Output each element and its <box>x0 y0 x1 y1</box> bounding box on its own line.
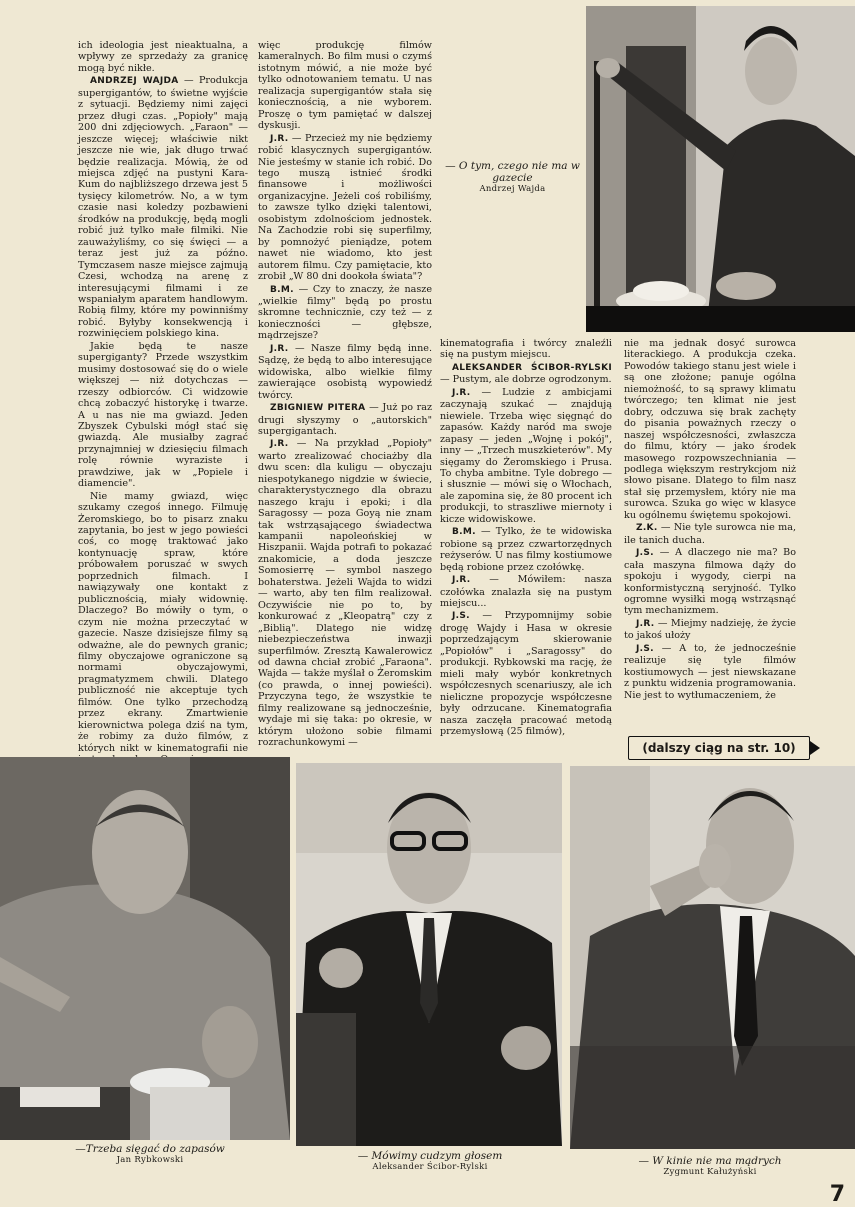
caption-name: Jan Rybkowski <box>116 1155 184 1165</box>
paragraph <box>258 343 432 401</box>
speaker-name: B.M. <box>270 284 294 295</box>
caption-name: Zygmunt Kałużyński <box>663 1167 757 1177</box>
paragraph-text: Jakie będą te nasze supergiganty? Przede wszystkim musimy dostosować się do o wiele większej — niż dotychczas — rzeszy odbiorców. Ci widzowie chcą zobaczyć historykę i twarze. A u nas nie ma gwiazd. Jeden Zbyszek Cybulski mógł stać się gwiazdą. Ale musiałby zagrać przynajmniej w dziesięciu filmach rolę równie wyraziste i prawdziwe, jak w „Popiele i diamencie". <box>78 340 248 490</box>
paragraph-text: — Przecież my nie będziemy robić klasycznych supergigantów. Nie jesteśmy w stanie ich robić. Do tego muszą istnieć środki finansowe i możliwości organizacyjne. Jeżeli coś robiliśmy, to zawsze tylko dzięki talentowi, osobistym zdolnościom jednostek. Na Zachodzie robi się superfilmy, by pomnożyć pieniądze, potem nawet nie wiadomo, kto jest autorem filmu. Czy pamiętacie, kto zrobił „W 80 dni dookoła świata"? <box>258 132 432 283</box>
paragraph <box>258 133 432 283</box>
paragraph <box>624 338 796 521</box>
paragraph <box>78 75 248 339</box>
caption-quote: — O tym, czego nie ma w gazecie <box>445 160 580 184</box>
arrow-right-icon <box>810 741 820 755</box>
paragraph-text: kinematografia i twórcy znaleźli się na pustym miejscu. <box>440 338 612 361</box>
photo-jan-rybkowski <box>0 757 290 1140</box>
paragraph-text: nie ma jednak dosyć surowca literackiego. A produkcja czeka. Powodów takiego stanu jest wiele i są one złożone; panuje ogólna niemożność, to są sprawy klimatu twórczego; ten klimat nie jest dobry, odczuwa się brak zachęty do pisania poważnych rzeczy o naszej współczesności, zwłaszcza do filmu, który — jako środek masowego rozpowszechniania — podlega większym restrykcjom niż słowo pisane. Dlatego to film nasz stał się przemysłem, który nie ma surowca. Szuka go więc w klasyce ku ogólnemu świętemu spokojowi. <box>624 338 796 521</box>
caption-name: Andrzej Wajda <box>479 184 546 194</box>
speaker-name: ANDRZEJ WAJDA <box>90 76 179 87</box>
paragraph-text: — Pustym, ale dobrze ogrodzonym. <box>440 374 612 386</box>
paragraph-text: — Nasze filmy będą inne. Sądzę, że będą to albo interesujące widowiska, albo wielkie filmy zawierające osobistą wypowiedź twórcy. <box>258 342 432 401</box>
speaker-name: J.R. <box>452 387 471 398</box>
paragraph <box>258 438 432 748</box>
paragraph <box>78 40 248 74</box>
caption-kaluzynski <box>600 1155 820 1178</box>
photo-zygmunt-kaluzynski <box>570 766 855 1149</box>
speaker-name: B.M. <box>452 527 476 538</box>
continuation-notice: (dalszy ciąg na str. 10) <box>628 736 810 760</box>
photo-aleksander-scibor-rylski <box>296 763 562 1146</box>
paragraph-text: więc produkcję filmów kameralnych. Bo film musi o czymś istotnym mówić, a nie może być tylko odnotowaniem tematu. U nas realizacja supergigantów stała się koniecznością, a nie wyborem. Proszę o tym pamiętać w dalszej dyskusji. <box>258 40 432 132</box>
speaker-name: ZBIGNIEW PITERA <box>270 403 366 414</box>
paragraph-text: — Produkcja supergigantów, to świetne wyjście z sytuacji. Będziemy nimi zajęci przez długi czas. „Popioły" mają 200 dni zdjęciowych. „Faraon" — jeszcze więcej; właściwie nikt jeszcze nie wie, jak długo trwać będzie realizacja. Mówią, że od miejsca zdjęć na pustyni Kara-Kum do najbliższego drzewa jest 5 tysięcy kilometrów. No, a w tym czasie nasi koledzy pozbawieni środków na produkcję, będą mogli robić już tylko małe filmiki. Nie zauważyliśmy, co się święci — a teraz jest już za późno. Tymczasem nasze miejsce zajmują Czesi, wchodzą na arenę z interesującymi filmami i ze wspaniałym aparatem handlowym. Robią filmy, które my powinniśmy robić. Byłyby konsekwencją i rozwinięciem polskiego kina. <box>78 75 248 340</box>
paragraph-text: — A to, że jednocześnie realizuje się tyle filmów kostiumowych — jest niewskazane z punktu widzenia programowania. Nie jest to wytłumaczeniem, że <box>624 642 796 701</box>
speaker-name: J.R. <box>636 618 655 629</box>
speaker-name: ALEKSANDER ŚCIBOR-RYLSKI <box>452 362 612 373</box>
paragraph <box>258 402 432 437</box>
paragraph <box>624 547 796 617</box>
paragraph <box>624 618 796 642</box>
text-column-1 <box>78 40 248 754</box>
paragraph <box>440 338 612 361</box>
paragraph <box>440 574 612 609</box>
paragraph-text: ich ideologia jest nieaktualna, a wpływy ze sprzedaży za granicę mogą być nikłe. <box>78 40 248 74</box>
speaker-name: J.S. <box>452 611 470 622</box>
paragraph-text: — Mówiłem: nasza czołówka znalazła się na pustym miejscu... <box>440 574 612 609</box>
paragraph-text: — Na przykład „Popioły" warto zrealizować chociażby dla dwu scen: dla kuligu — obyczaju niespotykanego nigdzie w świecie, charakterystycznego dla obrazu naszego kraju i epoki; i dla Saragossy — poza Goyą nie znam tak wstrząsającego świadectwa kampanii napoleońskiej w Hiszpanii. Wajda potrafi to pokazać znakomicie, a doda jeszcze Somosierrę — symbol naszego bohaterstwa. Jeżeli Wajda to widzi — warto, aby ten film realizował. Oczywiście nie po to, by konkurować z „Kleopatrą" czy z „Biblią". Dlatego nie widzę niebezpieczeństwa inwazji superfilmów. Zresztą Kawalerowicz od dawna chciał zrobić „Faraona". Wajda — także myślał o Żeromskim (co prawda, o innej powieści). Przyczyna tego, że wszystkie te filmy realizowane są jednocześnie, wydaje mi się taka: po okresie, w którym ułożono sobie filmami rozrachunkowymi — <box>258 438 432 749</box>
paragraph <box>440 387 612 525</box>
text-column-2 <box>258 40 432 750</box>
caption-name: Aleksander Ścibor-Rylski <box>372 1162 488 1172</box>
page-number: 7 <box>829 1182 845 1207</box>
paragraph <box>624 643 796 701</box>
caption-quote: — Mówimy cudzym głosem <box>357 1150 503 1162</box>
paragraph-text: — Czy to znaczy, że nasze „wielkie filmy" będą po prostu skromne technicznie, czy też — z konieczności — głębsze, mądrzejsze? <box>258 283 432 342</box>
paragraph-text: — Tylko, że te widowiska robione są przez czwartorzędnych reżyserów. U nas filmy kostiumowe będą robione przez czołówkę. <box>440 526 612 573</box>
photo-andrzej-wajda <box>586 6 855 332</box>
text-column-4 <box>624 338 796 732</box>
paragraph <box>258 284 432 342</box>
paragraph <box>624 522 796 546</box>
paragraph <box>78 341 248 490</box>
speaker-name: J.S. <box>636 643 654 654</box>
paragraph-text: — Przypomnijmy sobie drogę Wajdy i Hasa w okresie poprzedzającym skierowanie „Popiołów" i „Saragossy" do produkcji. Rybkowski ma rację, że mieli mały wybór konkretnych współczesnych scenariuszy, ale ich nieliczne propozycje współczesne były odrzucane. Kinematografia nasza zaczęła pracować metodą przemysłową (25 filmów), <box>440 610 612 737</box>
speaker-name: J.R. <box>270 133 289 144</box>
speaker-name: J.R. <box>270 439 289 450</box>
caption-quote: —Trzeba sięgać do zapasów <box>75 1143 225 1155</box>
paragraph <box>440 610 612 737</box>
paragraph-text: — Miejmy nadzieję, że życie to jakoś ułoży <box>624 617 796 642</box>
paragraph-text: — Już po raz drugi słyszymy o „autorskich" supergigantach. <box>258 402 433 437</box>
speaker-name: J.R. <box>270 343 289 354</box>
paragraph-text: — Ludzie z ambicjami zaczynają szukać — znajdują niewiele. Trzeba więc sięgnąć do zapasów. Każdy naród ma swoje zapasy — jeden „Wojnę i pokój", inny — „Trzech muszkieterów". My sięgamy do Żeromskiego i Prusa. To chyba ambitne. Tyle dobrego — i słusznie — mówi się o Włochach, ale zapomina się, że 80 procent ich produkcji, to straszliwe miernoty i kicze widowiskowe. <box>440 386 612 525</box>
speaker-name: J.R. <box>452 575 471 586</box>
paragraph-text: — A dlaczego nie ma? Bo cała maszyna filmowa dąży do spokoju i wygody, cierpi na konformistyczną seryjność. Tylko ogromne wysiłki mogą wstrząsnąć tym mechanizmem. <box>624 547 796 617</box>
paragraph <box>258 40 432 132</box>
caption-rybkowski <box>40 1143 260 1166</box>
speaker-name: J.S. <box>636 548 654 559</box>
speaker-name: Z.K. <box>636 523 658 534</box>
caption-wajda <box>445 160 580 195</box>
caption-quote: — W kinie nie ma mądrych <box>638 1155 782 1167</box>
paragraph <box>440 526 612 573</box>
caption-rylski <box>320 1150 540 1173</box>
paragraph-text: — Nie tyle surowca nie ma, ile tanich ducha. <box>624 522 796 546</box>
paragraph <box>440 362 612 386</box>
paragraph <box>78 491 248 766</box>
paragraph-text: Nie mamy gwiazd, więc szukamy czegoś innego. Filmuję Żeromskiego, bo to pisarz znaku zapytania, bo jest w jego powieści coś, co mogę traktować jako kontynuację spraw, które próbowałem poruszać w swych poprzednich filmach. I nawiązywały one kontakt z publicznością, miały widownię. Dlaczego? Bo mówiły o tym, o czym nie można przeczytać w gazecie. Nasze dzisiejsze filmy są odważne, ale do pewnych granic; filmy obyczajowe ograniczone są normami obyczajowymi, pragmatyzmem chwili. Dlatego publiczność nie akceptuje tych filmów. One tylko przechodzą przez ekrany. Zmartwienie kierownictwa polega dziś na tym, że robimy za dużo filmów, z których nikt w kinematografii nie <box>78 490 248 754</box>
text-column-3 <box>440 338 612 750</box>
